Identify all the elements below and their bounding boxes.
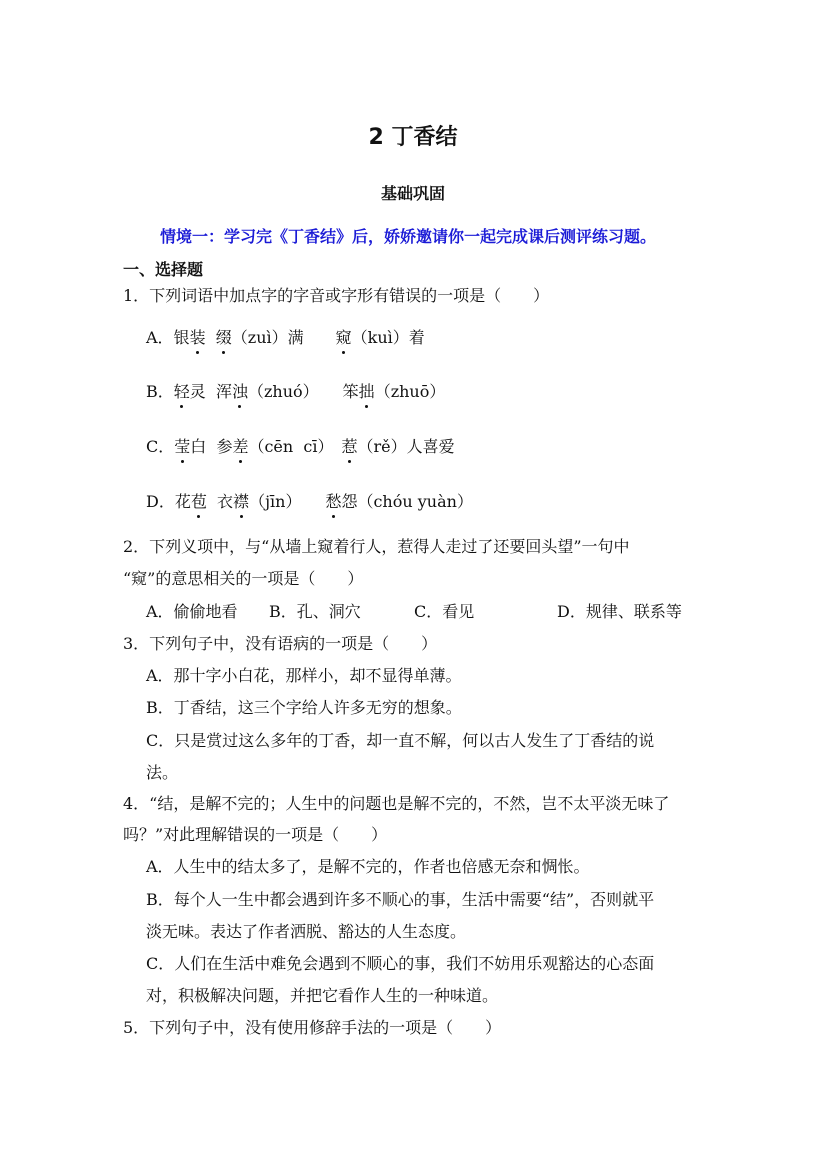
- dotted-char: 惹: [341, 437, 358, 456]
- dotted-char: 莹: [174, 437, 191, 456]
- dotted-char: 苞: [190, 492, 207, 511]
- section-subtitle: 基础巩固: [380, 184, 445, 203]
- q3-option-c[interactable]: C．只是赏过这么多年的丁香，却一直不解，何以古人发生了丁香结的说: [146, 731, 655, 750]
- q1-option-b[interactable]: [146, 382, 445, 402]
- option-text: 白 参: [190, 437, 233, 456]
- option-text: B．: [146, 382, 174, 401]
- q2-option-d[interactable]: D．规律、联系等: [557, 602, 682, 621]
- option-text: （zuì）满: [231, 328, 336, 347]
- q5-stem: 5．下列句子中，没有使用修辞手法的一项是（ ）: [123, 1018, 502, 1037]
- option-text: （zhuō）: [374, 382, 446, 401]
- q4-option-b-cont: 淡无味。表达了作者洒脱、豁达的人生态度。: [146, 922, 467, 941]
- page-title: 2 丁香结: [368, 125, 458, 150]
- q2-option-a[interactable]: A．偷偷地看: [146, 602, 238, 621]
- q4-stem-line1: 4．“结，是解不完的；人生中的问题也是解不完的，不然，岂不太平淡无味了: [123, 794, 670, 813]
- option-text: 怨（chóu yuàn）: [341, 492, 473, 511]
- option-text: A．银: [146, 328, 190, 347]
- dotted-char: 愁: [325, 492, 342, 511]
- option-text: D．花: [146, 492, 191, 511]
- q1-option-a[interactable]: [146, 328, 425, 348]
- option-text: 衣: [206, 492, 234, 511]
- dotted-char: 窥: [335, 328, 352, 347]
- q3-option-b[interactable]: B．丁香结，这三个字给人许多无穷的想象。: [146, 698, 462, 717]
- option-text: （cēn cī）: [248, 437, 342, 456]
- q3-stem: 3．下列句子中，没有语病的一项是（ ）: [123, 634, 438, 653]
- dotted-char: 襟: [233, 492, 250, 511]
- q1-option-c[interactable]: [146, 437, 455, 457]
- section-heading: 一、选择题: [123, 260, 204, 279]
- option-text: （rě）人喜爱: [357, 437, 455, 456]
- dotted-char: 轻: [173, 382, 190, 401]
- context-instruction: 情境一：学习完《丁香结》后，娇娇邀请你一起完成课后测评练习题。: [160, 227, 657, 246]
- q4-option-a[interactable]: A．人生中的结太多了，是解不完的，作者也倍感无奈和惆怅。: [146, 857, 590, 876]
- q3-option-a[interactable]: A．那十字小白花，那样小，却不显得单薄。: [146, 666, 462, 685]
- q2-stem-line2: “窥”的意思相关的一项是（ ）: [123, 569, 364, 588]
- q2-option-b[interactable]: B．孔、洞穴: [269, 602, 361, 621]
- q4-option-c-cont: 对，积极解决问题，并把它看作人生的一种味道。: [146, 986, 499, 1005]
- q3-option-c-cont: 法。: [146, 763, 179, 782]
- dotted-char: 浊: [231, 382, 248, 401]
- q2-option-c[interactable]: C．看见: [414, 602, 475, 621]
- option-text: [206, 328, 216, 348]
- option-text: （zhuó） 笨: [247, 382, 359, 401]
- option-text: 灵 浑: [189, 382, 232, 401]
- q4-option-c[interactable]: C．人们在生活中难免会遇到不顺心的事，我们不妨用乐观豁达的心态面: [146, 954, 655, 973]
- dotted-char: 差: [232, 437, 249, 456]
- q4-stem-line2: 吗？”对此理解错误的一项是（ ）: [123, 825, 388, 844]
- q1-stem: 1．下列词语中加点字的字音或字形有错误的一项是（ ）: [123, 286, 550, 305]
- q2-stem-line1: 2．下列义项中，与“从墙上窥着行人，惹得人走过了还要回头望”一句中: [123, 537, 630, 556]
- dotted-char: 装: [189, 328, 206, 347]
- q4-option-b[interactable]: B．每个人一生中都会遇到许多不顺心的事，生活中需要“结”，否则就平: [146, 890, 655, 909]
- option-text: （jīn）: [249, 492, 326, 511]
- dotted-char: 缀: [215, 328, 232, 347]
- dotted-char: 拙: [358, 382, 375, 401]
- option-text: C．: [146, 437, 175, 456]
- q1-option-d[interactable]: [146, 492, 473, 512]
- option-text: （kuì）着: [351, 328, 425, 347]
